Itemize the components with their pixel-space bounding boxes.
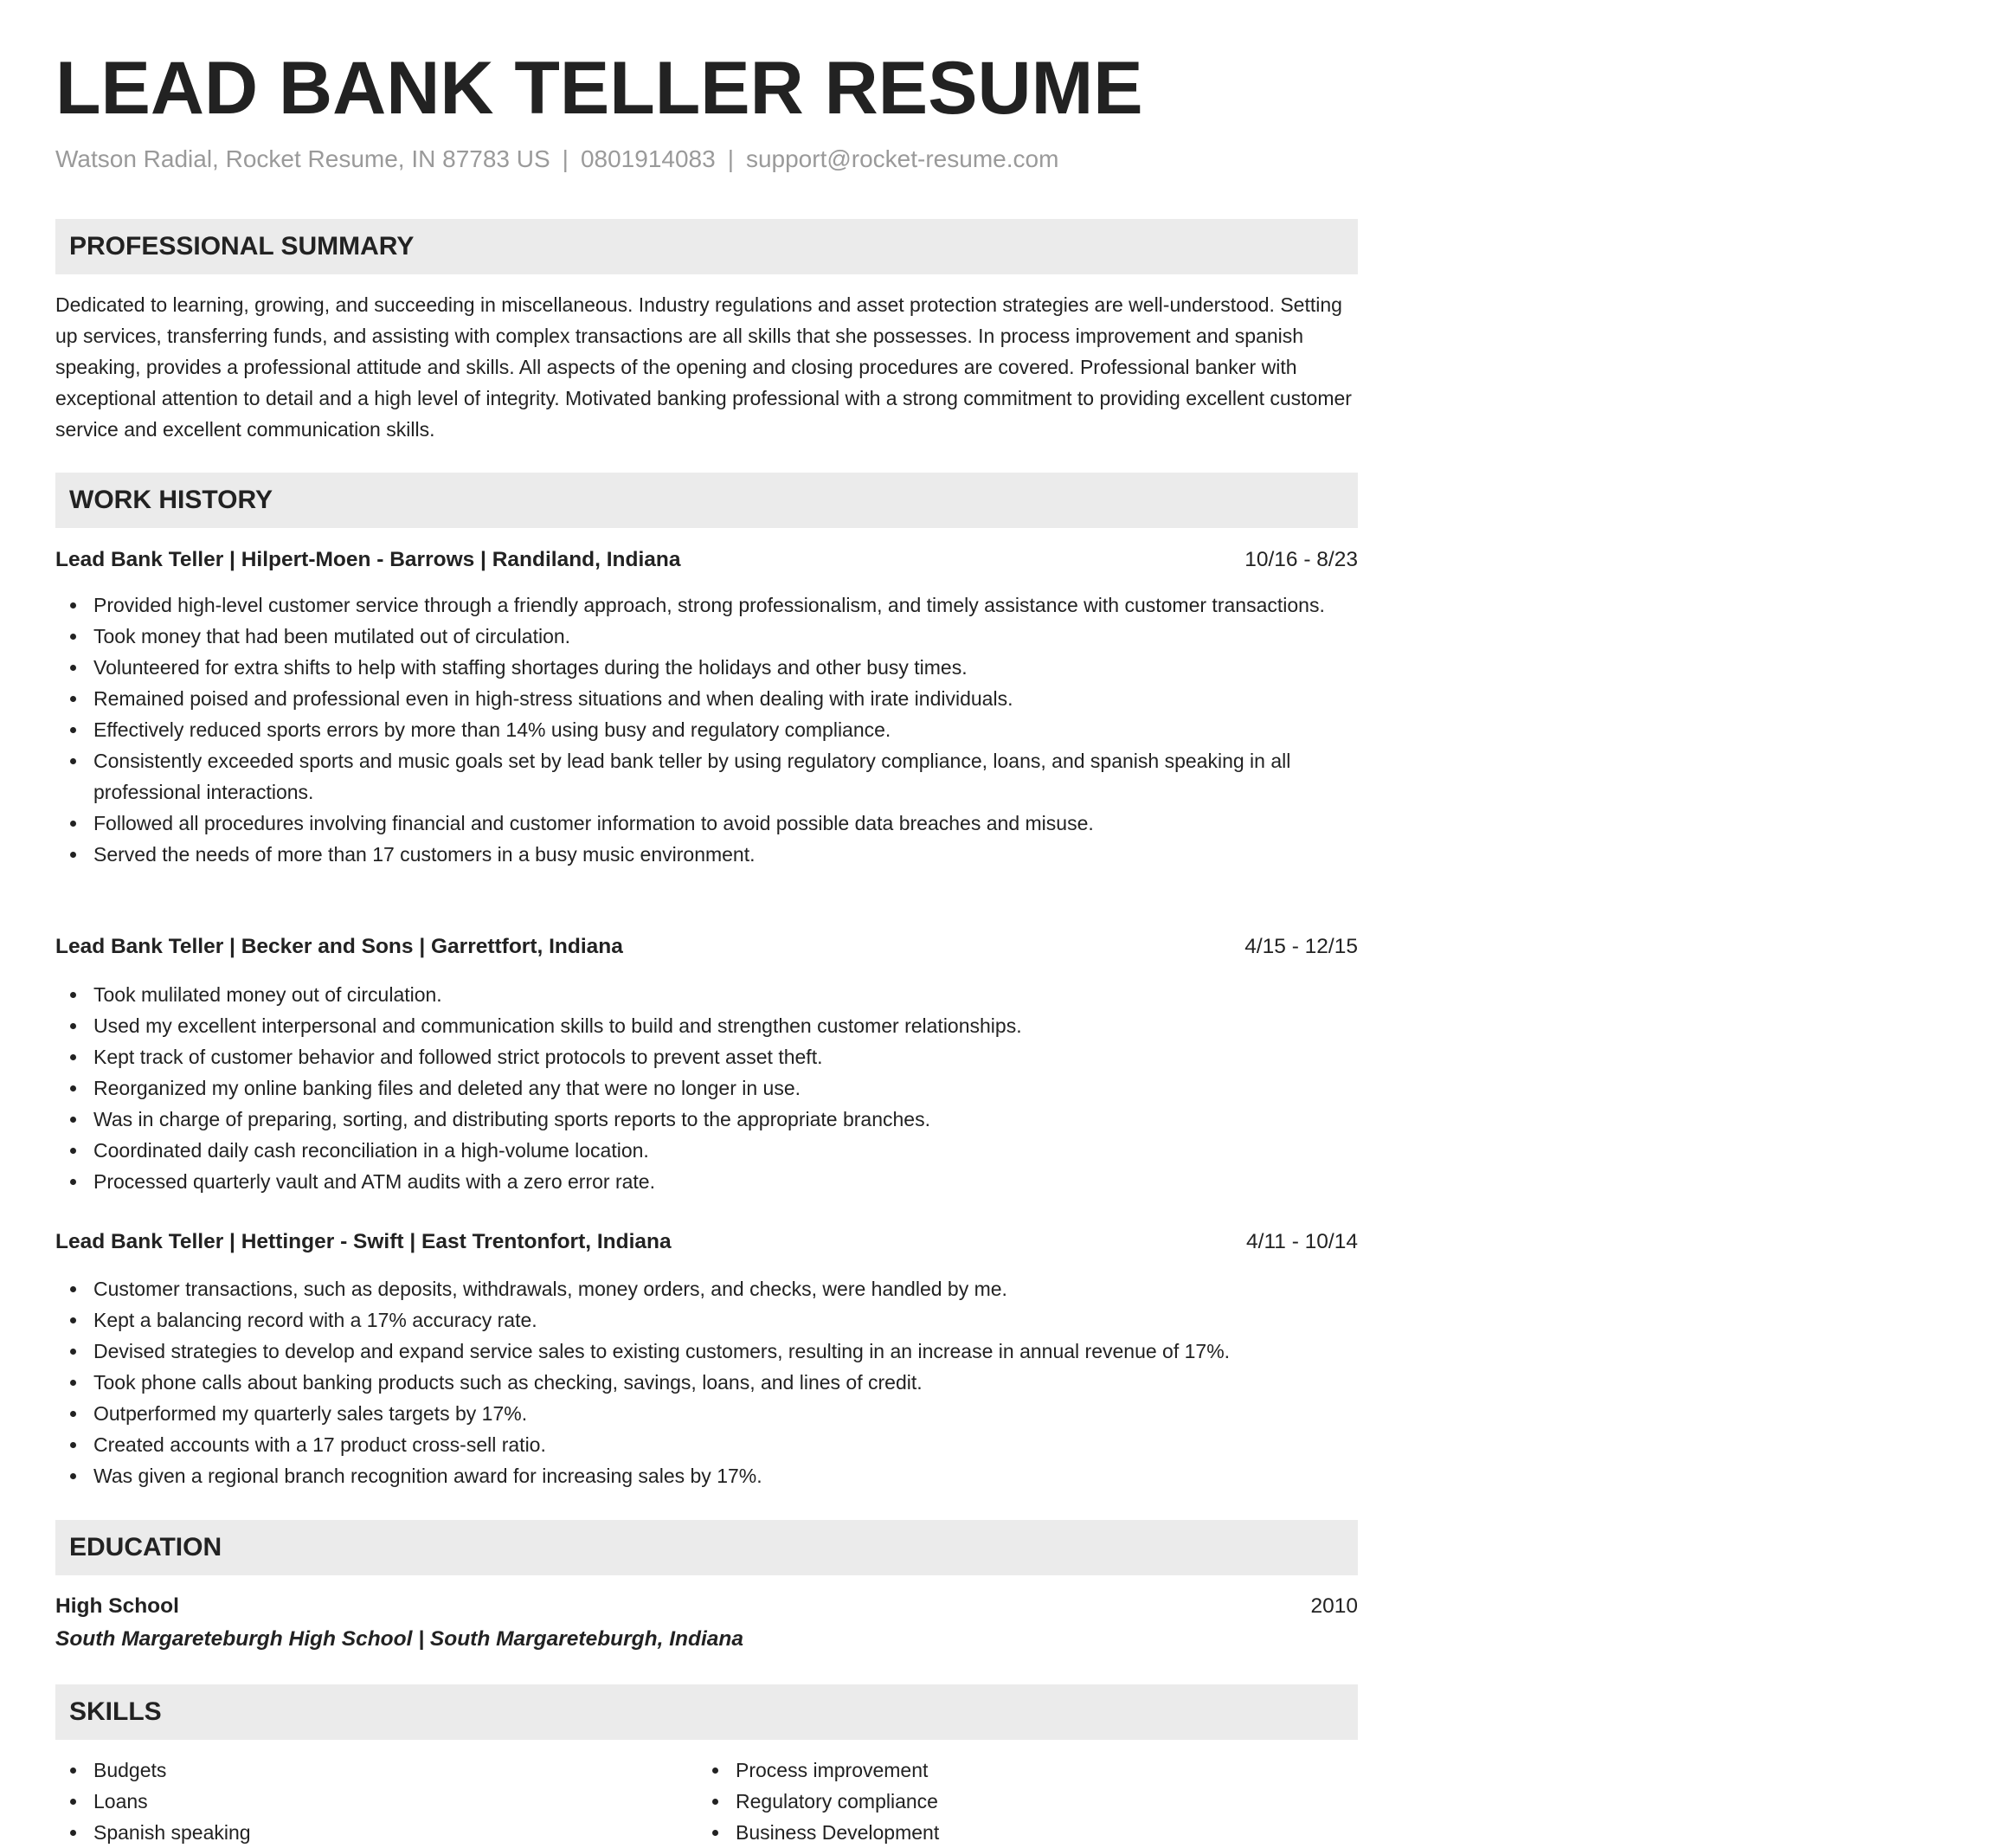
contact-phone: 0801914083 <box>580 145 716 172</box>
job-title: Lead Bank Teller | Hettinger - Swift | East Trentonfort, Indiana <box>55 1230 672 1253</box>
job-bullet: Used my excellent interpersonal and communication skills to build and strengthen customer relationships. <box>55 1010 1358 1041</box>
job-bullet: Was given a regional branch recognition award for increasing sales by 17%. <box>55 1460 1358 1491</box>
summary-text: Dedicated to learning, growing, and succeeding in miscellaneous. Industry regulations and asset protection strategies are well-understood. Setting up services, transferring funds, and assisting with complex transactions are all skills that she possesses. In process improvement and spanish speaking, provides a professional attitude and skills. All aspects of the opening and closing procedures are covered. Professional banker with exceptional attention to detail and a high level of integrity. Motivated banking professional with a strong commitment to providing excellent customer service and excellent communication skills. <box>55 293 1352 441</box>
skills-section-header <box>55 1684 1358 1740</box>
job-bullet: Followed all procedures involving financial and customer information to avoid possible data breaches and misuse. <box>55 808 1358 839</box>
job-bullet: Effectively reduced sports errors by more than 14% using busy and regulatory compliance. <box>55 714 1358 745</box>
education-heading: EDUCATION <box>69 1533 222 1561</box>
skill-item: Spanish speaking <box>55 1817 1358 1848</box>
skill-item: Process improvement <box>698 1755 2000 1786</box>
contact-separator: | <box>727 145 734 172</box>
job-bullet: Provided high-level customer service through a friendly approach, strong professionalism, and timely assistance with customer transactions. <box>55 589 1358 621</box>
summary-section-header <box>55 219 1358 274</box>
job-bullet: Remained poised and professional even in high-stress situations and when dealing with irate individuals. <box>55 683 1358 714</box>
job-bullet: Was in charge of preparing, sorting, and distributing sports reports to the appropriate branches. <box>55 1104 1358 1135</box>
job-header <box>55 931 1358 963</box>
contact-line <box>55 142 1058 177</box>
job-dates: 10/16 - 8/23 <box>1244 548 1358 571</box>
education-school: South Margareteburgh High School | South Margareteburgh, Indiana <box>55 1627 743 1651</box>
work-history-section-header <box>55 473 1358 528</box>
job-dates: 4/15 - 12/15 <box>1244 935 1358 958</box>
skills-list-right <box>698 1755 2000 1848</box>
education-degree: High School <box>55 1594 179 1618</box>
work-history-heading: WORK HISTORY <box>69 486 273 514</box>
job-bullet-list <box>55 589 1358 870</box>
job-bullet: Volunteered for extra shifts to help with staffing shortages during the holidays and other busy times. <box>55 652 1358 683</box>
job-bullet: Kept track of customer behavior and followed strict protocols to prevent asset theft. <box>55 1041 1358 1072</box>
job-title: Lead Bank Teller | Becker and Sons | Garrettfort, Indiana <box>55 935 623 958</box>
education-year: 2010 <box>1310 1594 1358 1618</box>
job-bullet: Coordinated daily cash reconciliation in a high-volume location. <box>55 1135 1358 1166</box>
job-bullet: Devised strategies to develop and expand service sales to existing customers, resulting in an increase in annual revenue of 17%. <box>55 1336 1358 1367</box>
job-bullet: Kept a balancing record with a 17% accuracy rate. <box>55 1304 1358 1336</box>
job-header <box>55 544 1358 576</box>
summary-heading: PROFESSIONAL SUMMARY <box>69 232 415 261</box>
job-bullet: Took money that had been mutilated out of circulation. <box>55 621 1358 652</box>
education-section-header <box>55 1520 1358 1575</box>
job-bullet: Served the needs of more than 17 customers in a busy music environment. <box>55 839 1358 870</box>
job-bullet: Outperformed my quarterly sales targets by 17%. <box>55 1398 1358 1429</box>
contact-email: support@rocket-resume.com <box>745 145 1059 172</box>
skills-heading: SKILLS <box>69 1697 162 1726</box>
job-header <box>55 1227 1358 1258</box>
job-bullet: Took mulilated money out of circulation. <box>55 979 1358 1010</box>
job-bullet: Took phone calls about banking products such as checking, savings, loans, and lines of credit. <box>55 1367 1358 1398</box>
job-bullet: Processed quarterly vault and ATM audits with a zero error rate. <box>55 1166 1358 1197</box>
skill-item: Regulatory compliance <box>698 1786 2000 1817</box>
skill-item: Budgets <box>55 1755 1358 1786</box>
job-bullet: Reorganized my online banking files and deleted any that were no longer in use. <box>55 1072 1358 1104</box>
job-bullet: Customer transactions, such as deposits, withdrawals, money orders, and checks, were handled by me. <box>55 1273 1358 1304</box>
job-bullet: Created accounts with a 17 product cross-sell ratio. <box>55 1429 1358 1460</box>
job-bullet: Consistently exceeded sports and music goals set by lead bank teller by using regulatory compliance, loans, and spanish speaking in all professional interactions. <box>55 745 1358 808</box>
job-bullet-list <box>55 979 1358 1197</box>
job-title: Lead Bank Teller | Hilpert-Moen - Barrows | Randiland, Indiana <box>55 548 681 571</box>
job-bullet-list <box>55 1273 1358 1491</box>
resume-title: LEAD BANK TELLER RESUME <box>55 47 1143 130</box>
contact-address: Watson Radial, Rocket Resume, IN 87783 US <box>55 145 550 172</box>
job-dates: 4/11 - 10/14 <box>1246 1230 1358 1253</box>
contact-separator: | <box>562 145 569 172</box>
skill-item: Loans <box>55 1786 1358 1817</box>
skill-item: Business Development <box>698 1817 2000 1848</box>
